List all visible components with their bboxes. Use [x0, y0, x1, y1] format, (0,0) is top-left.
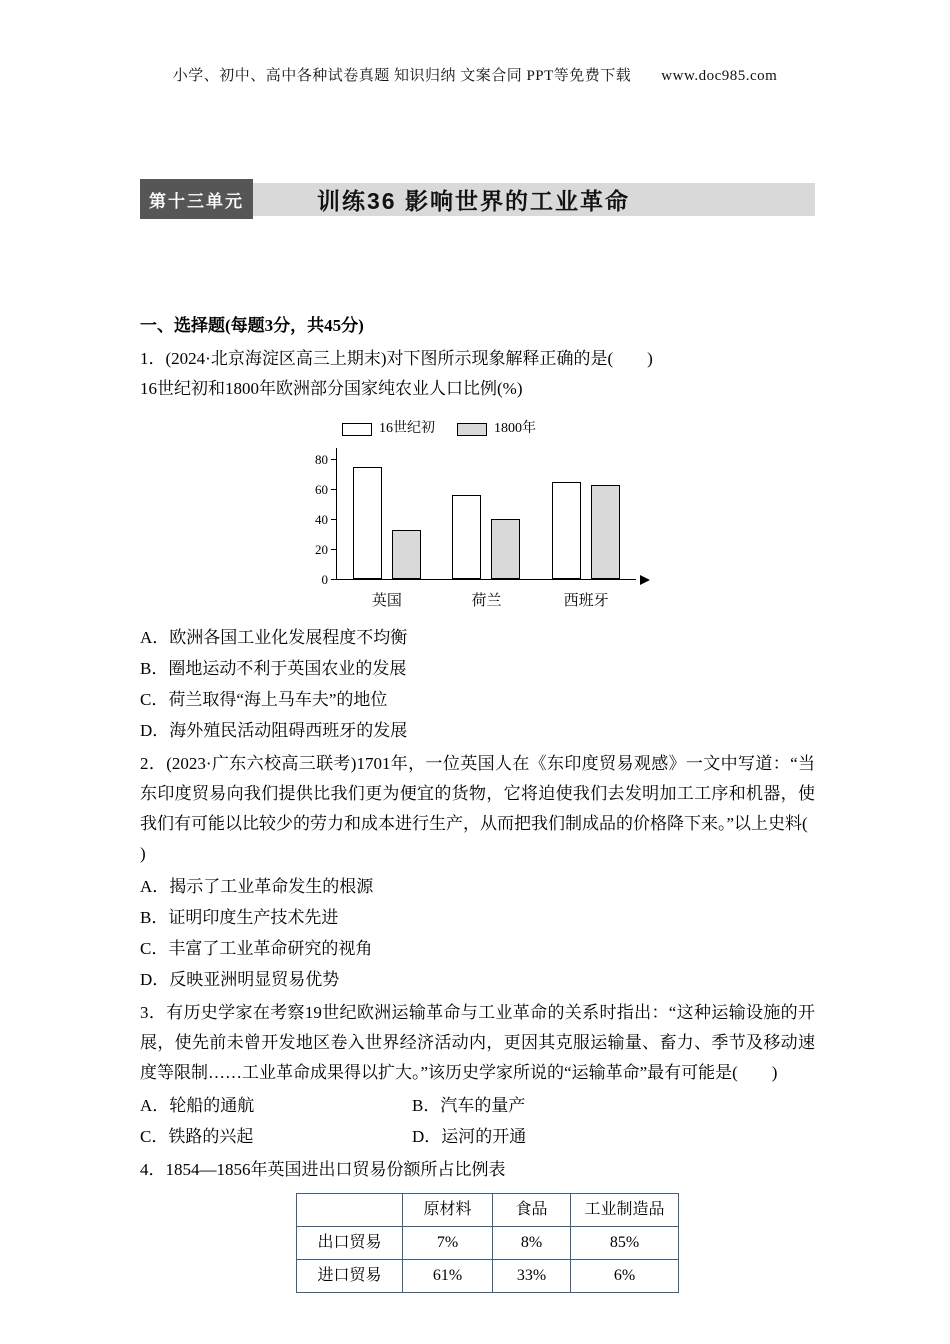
option-B: B．圈地运动不利于英国农业的发展 [140, 659, 407, 678]
legend-item [457, 414, 536, 444]
bar-group-荷兰 [452, 495, 520, 609]
site-header [0, 0, 950, 85]
legend-item [342, 414, 435, 444]
bar-group-英国 [353, 467, 421, 609]
document-body [140, 311, 815, 1293]
table-cell: 7% [403, 1227, 493, 1260]
q3-options [140, 1090, 815, 1152]
chart-y-axis [306, 448, 336, 587]
option-B: B．汽车的量产 [412, 1096, 526, 1115]
table-cell: 33% [493, 1260, 571, 1293]
legend-swatch-icon [342, 423, 372, 436]
bar-荷兰-16世纪初 [452, 495, 481, 579]
y-tick-label: 60 [315, 482, 328, 497]
header-url[interactable]: www.doc985.com [661, 68, 778, 84]
table-cell: 85% [571, 1227, 679, 1260]
chart-legend [342, 414, 815, 444]
bar-英国-16世纪初 [353, 467, 382, 580]
x-category-label: 英国 [371, 593, 402, 609]
q2-stem: 2．(2023·广东六校高三联考)1701年，一位英国人在《东印度贸易观感》一文中写道：“当东印度贸易向我们提供比我们更为便宜的货物，它将迫使我们去发明加工工序和机器，使我们有可能以比较少的劳力和成本进行生产，从而把我们制成品的价格降下来。”以上史料( [140, 754, 815, 833]
option-A: A．揭示了工业革命发生的根源 [140, 877, 374, 896]
option-C: C．荷兰取得“海上马车夫”的地位 [140, 690, 388, 709]
legend-swatch-icon [457, 423, 487, 436]
table-header-cell: 食品 [493, 1194, 571, 1227]
y-tick-label: 0 [321, 572, 328, 587]
option-B: B．证明印度生产技术先进 [140, 908, 339, 927]
trade-table [296, 1193, 679, 1293]
q1-options [140, 622, 815, 746]
legend-label: 1800年 [494, 421, 536, 436]
q2-options [140, 871, 815, 995]
bar-chart [306, 414, 815, 609]
section-heading: 一、选择题(每题3分，共45分) [140, 316, 364, 335]
bar-英国-1800年 [392, 530, 421, 580]
option-A: A．欧洲各国工业化发展程度不均衡 [140, 628, 408, 647]
table-cell: 8% [493, 1227, 571, 1260]
q1-stem: 1．(2024·北京海淀区高三上期末)对下图所示现象解释正确的是( ) [140, 349, 653, 368]
x-category-label: 荷兰 [471, 593, 502, 609]
q2-stem-close: ) [140, 844, 146, 863]
option-C: C．丰富了工业革命研究的视角 [140, 939, 373, 958]
table-cell: 6% [571, 1260, 679, 1293]
chart-plot-row [306, 448, 815, 609]
table-header-row [297, 1194, 679, 1227]
y-tick-label: 20 [315, 542, 328, 557]
lesson-title: 训练36 影响世界的工业革命 [317, 187, 630, 214]
bar-chart-plot [336, 448, 636, 609]
q1-chart-caption: 16世纪初和1800年欧洲部分国家纯农业人口比例(%) [140, 379, 523, 398]
title-bar [253, 183, 815, 216]
table-cell: 进口贸易 [297, 1260, 403, 1293]
header-text: 小学、初中、高中各种试卷真题 知识归纳 文案合同 PPT等免费下载 [172, 68, 632, 84]
bar-group-西班牙 [552, 482, 620, 609]
bar-荷兰-1800年 [491, 519, 520, 579]
unit-label: 第十三单元 [140, 179, 253, 219]
option-C: C．铁路的兴起 [140, 1127, 254, 1146]
option-D: D．海外殖民活动阻碍西班牙的发展 [140, 721, 408, 740]
table-cell: 61% [403, 1260, 493, 1293]
y-tick-label: 80 [315, 452, 328, 467]
bar-西班牙-16世纪初 [552, 482, 581, 580]
q3-stem: 3．有历史学家在考察19世纪欧洲运输革命与工业革命的关系时指出：“这种运输设施的开展，使先前未曾开发地区卷入世界经济活动内，更因其克服运输量、畜力、季节及移动速度等限制……工业革命成果得以扩大。”该历史学家所说的“运输革命”最有可能是( ) [140, 1003, 815, 1082]
option-D: D．反映亚洲明显贸易优势 [140, 970, 340, 989]
x-axis-arrow-icon [640, 575, 650, 585]
table-row [297, 1227, 679, 1260]
bar-西班牙-1800年 [591, 485, 620, 580]
table-header-cell: 原材料 [403, 1194, 493, 1227]
unit-banner [140, 179, 815, 219]
option-A: A．轮船的通航 [140, 1096, 255, 1115]
q4-caption: 4．1854—1856年英国进出口贸易份额所占比例表 [140, 1160, 506, 1179]
y-tick-label: 40 [315, 512, 328, 527]
option-D: D．运河的开通 [412, 1127, 527, 1146]
table-header-cell: 工业制造品 [571, 1194, 679, 1227]
table-row [297, 1260, 679, 1293]
legend-label: 16世纪初 [379, 421, 435, 436]
table-cell: 出口贸易 [297, 1227, 403, 1260]
table-header-cell [297, 1194, 403, 1227]
x-category-label: 西班牙 [563, 593, 609, 609]
